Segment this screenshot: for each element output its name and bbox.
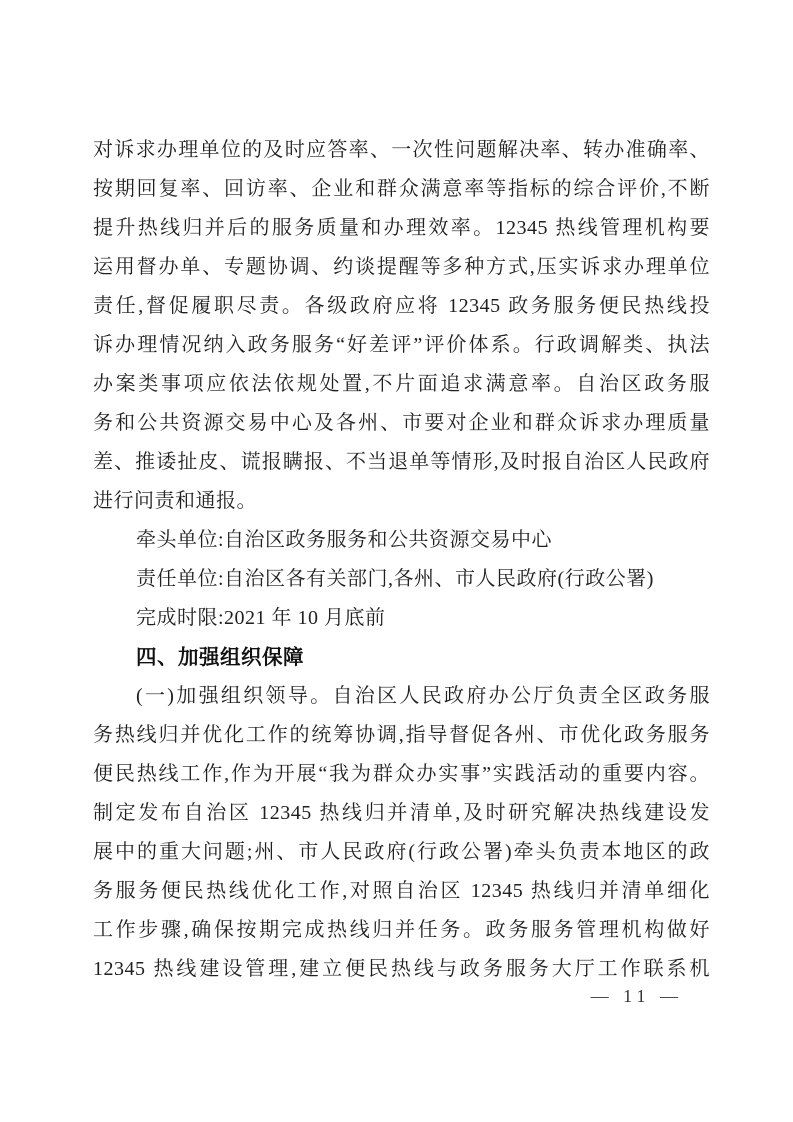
text-line: 责任单位:自治区各有关部门,各州、市人民政府(行政公署): [136, 568, 654, 590]
text-line: 牵头单位:自治区政务服务和公共资源交易中心: [136, 529, 553, 551]
text-line: 务热线归并优化工作的统筹协调,指导督促各州、市优化政务服务: [93, 724, 710, 746]
text-line: 进行问责和通报。: [93, 490, 257, 512]
text-line: (一)加强组织领导。自治区人民政府办公厅负责全区政务服: [136, 685, 710, 707]
text-line: 提升热线归并后的服务质量和办理效率。12345 热线管理机构要: [93, 217, 710, 239]
text-line: 工作步骤,确保按期完成热线归并任务。政务服务管理机构做好: [93, 919, 710, 941]
page-number: — 11 —: [590, 986, 683, 1006]
text-line: 诉办理情况纳入政务服务“好差评”评价体系。行政调解类、执法: [93, 334, 710, 356]
text-line: 差、推诿扯皮、谎报瞒报、不当退单等情形,及时报自治区人民政府: [93, 451, 710, 473]
text-line: 务服务便民热线优化工作,对照自治区 12345 热线归并清单细化: [93, 880, 710, 902]
text-line: 完成时限:2021 年 10 月底前: [136, 607, 386, 629]
text-line: 责任,督促履职尽责。各级政府应将 12345 政务服务便民热线投: [93, 295, 710, 317]
text-line: 办案类事项应依法依规处置,不片面追求满意率。自治区政务服: [93, 373, 710, 395]
text-line: 12345 热线建设管理,建立便民热线与政务服务大厅工作联系机: [93, 958, 710, 980]
text-line: 制定发布自治区 12345 热线归并清单,及时研究解决热线建设发: [93, 802, 710, 824]
text-line: 运用督办单、专题协调、约谈提醒等多种方式,压实诉求办理单位: [93, 256, 710, 278]
document-body: [93, 131, 710, 989]
text-line: 按期回复率、回访率、企业和群众满意率等指标的综合评价,不断: [93, 178, 710, 200]
text-line: 对诉求办理单位的及时应答率、一次性问题解决率、转办准确率、: [93, 139, 710, 161]
text-line: 便民热线工作,作为开展“我为群众办实事”实践活动的重要内容。: [93, 763, 710, 785]
text-line: 展中的重大问题;州、市人民政府(行政公署)牵头负责本地区的政: [93, 841, 710, 863]
text-line: 务和公共资源交易中心及各州、市要对企业和群众诉求办理质量: [93, 412, 710, 434]
section-heading: 四、加强组织保障: [136, 646, 304, 669]
